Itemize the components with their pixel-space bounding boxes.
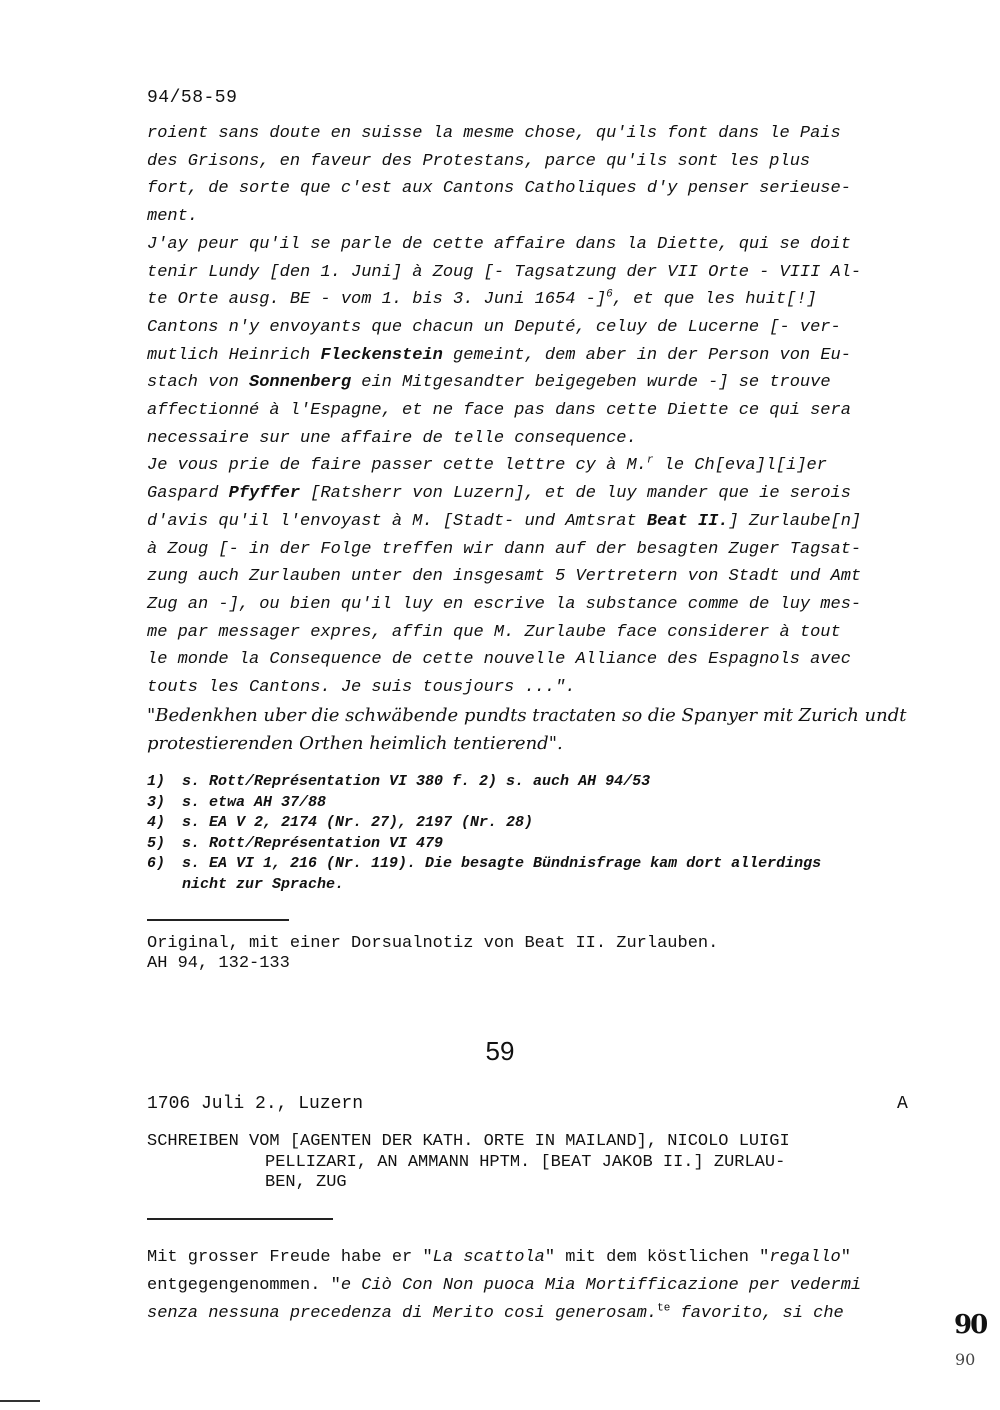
footnote-text: s. EA VI 1, 216 (Nr. 119). Die besagte Bündnisfrage kam dort allerdings — [182, 855, 822, 872]
title-line: PELLIZARI, AN AMMANN HPTM. [BEAT JAKOB II.] ZURLAU- — [265, 1152, 786, 1172]
divider — [147, 919, 289, 921]
source-line: Original, mit einer Dorsualnotiz von Beat II. Zurlauben. — [147, 934, 719, 953]
classification-letter: A — [897, 1094, 908, 1114]
body-line — [147, 342, 907, 370]
footnote-text: s. etwa AH 37/88 — [182, 793, 327, 811]
body-text-segment: ein Mitgesandter beigegeben wurde -] se trouve — [351, 373, 831, 393]
body-line: Zug an -], ou bien qu'il luy en escrive la substance comme de luy mes- — [147, 594, 862, 614]
body-line: le monde la Consequence de cette nouvelle Alliance des Espagnols avec — [147, 650, 851, 670]
letter-body — [147, 120, 907, 758]
quoted-note: protestierenden Orthen heimlich tentierend". — [147, 732, 563, 754]
superscript: te — [657, 1302, 671, 1315]
body-text-segment: , et que les huit[!] — [612, 290, 817, 310]
footnotes — [147, 772, 907, 895]
footnote-number: 3) — [147, 793, 166, 811]
italian-quote: senza nessuna precedenza di Merito cosi generosam. — [147, 1304, 658, 1323]
body-line — [147, 286, 907, 314]
italian-quote: regallo — [769, 1248, 841, 1267]
italian-quote: favorito, si che — [670, 1304, 844, 1323]
italian-quote: e Ciò Con Non puoca Mia Mortifficazione per vedermi — [340, 1276, 862, 1295]
summary-segment: Mit grosser Freude habe er " — [147, 1248, 433, 1267]
footnote — [147, 772, 907, 793]
body-line: touts les Cantons. Je suis tousjours ...". — [147, 678, 576, 698]
source-line: AH 94, 132-133 — [147, 954, 290, 973]
body-line: affectionné à l'Espagne, et ne face pas dans cette Diette ce qui sera — [147, 401, 851, 421]
summary-segment: entgegengenommen. " — [147, 1276, 341, 1295]
body-text-segment: gemeint, dem aber in der Person von Eu- — [442, 345, 851, 365]
footnote-continuation: nicht zur Sprache. — [182, 875, 345, 893]
body-text-segment: mutlich Heinrich — [147, 345, 321, 365]
body-line: à Zoug [- in der Folge treffen wir dann auf der besagten Zuger Tagsat- — [147, 539, 862, 559]
summary-segment: " — [840, 1248, 851, 1267]
person-name: Pfyffer — [228, 484, 301, 504]
summary-line — [147, 1300, 907, 1328]
footnote-number: 6) — [147, 855, 166, 872]
body-line: des Grisons, en faveur des Protestans, parce qu'ils sont les plus — [147, 151, 811, 171]
body-line — [147, 452, 907, 480]
body-line: fort, de sorte que c'est aux Cantons Catholiques d'y penser serieuse- — [147, 179, 851, 199]
superscript: r — [646, 454, 654, 467]
document-number: 59 — [485, 1036, 515, 1066]
body-line: zung auch Zurlauben unter den insgesamt 5 Vertretern von Stadt und Amt — [147, 567, 862, 587]
body-text-segment: ] Zurlaube[n] — [728, 511, 862, 531]
body-line: Cantons n'y envoyants que chacun un Deputé, celuy de Lucerne [- ver- — [147, 317, 841, 337]
body-line: me par messager expres, affin que M. Zurlaube face considerer à tout — [147, 622, 841, 642]
footnote-text: s. EA V 2, 2174 (Nr. 27), 2197 (Nr. 28) — [182, 814, 534, 831]
body-line: tenir Lundy [den 1. Juni] à Zoug [- Tagsatzung der VII Orte - VIII Al- — [147, 262, 862, 282]
footnote-text: s. Rott/Représentation VI 380 f. 2) s. auch AH 94/53 — [182, 773, 651, 790]
handwritten-page-number: 90 — [954, 1310, 987, 1340]
summary-line — [147, 1272, 907, 1300]
source-note — [147, 934, 718, 974]
body-line: J'ay peur qu'il se parle de cette affaire dans la Diette, qui se doit — [147, 234, 851, 254]
footnote-text: s. Rott/Représentation VI 479 — [182, 834, 444, 852]
italian-quote: La scattola — [432, 1248, 545, 1267]
body-text-segment: stach von — [147, 373, 250, 393]
footnote-number: 1) — [147, 773, 166, 790]
body-line: ment. — [147, 207, 199, 227]
summary-segment: " mit dem köstlichen " — [544, 1248, 770, 1267]
handwritten-page-number: 90 — [955, 1350, 976, 1369]
divider — [147, 1218, 333, 1220]
scan-edge-mark — [0, 1400, 40, 1402]
body-text-segment: [Ratsherr von Luzern], et de luy mander que ie serois — [300, 484, 851, 504]
footnote — [147, 854, 907, 875]
body-text-segment: te Orte ausg. BE - vom 1. bis 3. Juni 1654 -] — [147, 290, 607, 310]
page-reference: 94/58-59 — [147, 88, 238, 108]
body-text-segment: le Ch[eva]l[i]er — [653, 456, 827, 476]
person-name: Sonnenberg — [249, 373, 352, 393]
body-text-segment: Je vous prie de faire passer cette lettre cy à M. — [147, 456, 647, 476]
person-name: Fleckenstein — [320, 345, 443, 365]
body-text-segment: Gaspard — [147, 484, 229, 504]
footnote-number: 4) — [147, 814, 166, 831]
footnote-number: 5) — [147, 834, 166, 852]
footnote-ref: 6 — [606, 288, 613, 301]
body-line: roient sans doute en suisse la mesme chose, qu'ils font dans le Pais — [147, 124, 841, 143]
footnote — [147, 834, 907, 855]
body-line: necessaire sur une affaire de telle consequence. — [147, 428, 637, 448]
body-text-segment: d'avis qu'il l'envoyast à M. [Stadt- und Amtsrat — [147, 511, 647, 531]
person-name: Beat II. — [646, 511, 729, 531]
title-line: BEN, ZUG — [265, 1173, 347, 1192]
footnote — [147, 793, 907, 814]
summary-text — [147, 1244, 907, 1328]
summary-line — [147, 1244, 907, 1272]
document-title — [147, 1132, 790, 1194]
title-line: SCHREIBEN VOM [AGENTEN DER KATH. ORTE IN MAILAND], NICOLO LUIGI — [147, 1132, 790, 1151]
quoted-note: "Bedenkhen uber die schwäbende pundts tractaten so die Spanyer mit Zurich undt — [147, 704, 907, 726]
footnote — [147, 813, 907, 834]
body-line — [147, 369, 907, 397]
dateline: 1706 Juli 2., Luzern — [147, 1094, 364, 1114]
body-line — [147, 508, 907, 536]
body-line — [147, 480, 907, 508]
